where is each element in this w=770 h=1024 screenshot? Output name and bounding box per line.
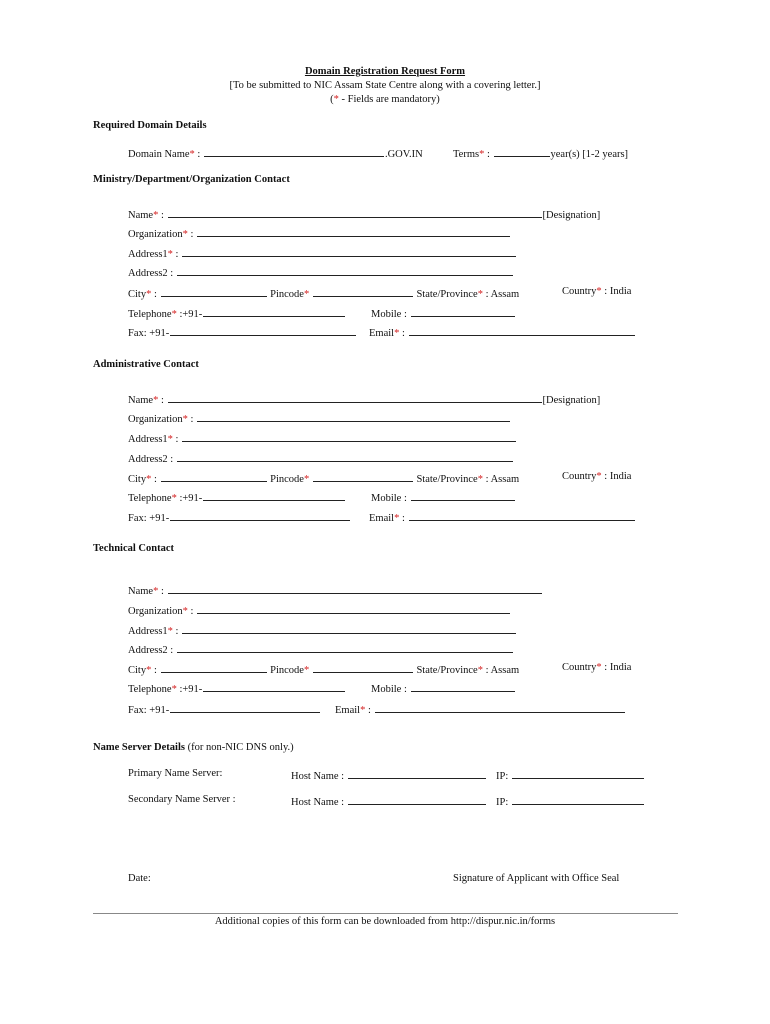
domain-name-field[interactable] [204, 146, 384, 157]
technical-contact-heading: Technical Contact [93, 543, 174, 554]
ministry-telephone-row: Telephone* :+91- [128, 306, 346, 320]
ministry-name-field[interactable] [168, 207, 542, 218]
ministry-contact-heading: Ministry/Department/Organization Contact [93, 174, 290, 185]
technical-fax-field[interactable] [170, 702, 320, 713]
footer-divider [93, 913, 678, 914]
name-server-heading: Name Server Details (for non-NIC DNS only.) [93, 742, 294, 753]
technical-address1-row: Address1* : [128, 623, 517, 637]
ministry-address2-row: Address2 : [128, 265, 514, 279]
secondary-host-row: Host Name : [291, 794, 487, 808]
secondary-name-server-label: Secondary Name Server : [128, 794, 236, 805]
technical-address2-field[interactable] [177, 642, 513, 653]
admin-fax-field[interactable] [170, 510, 350, 521]
admin-telephone-field[interactable] [203, 490, 345, 501]
technical-country-row: Country* : India [562, 662, 632, 673]
ministry-mobile-field[interactable] [411, 306, 515, 317]
technical-organization-field[interactable] [197, 603, 510, 614]
admin-city-row: City* : Pincode* State/Province* : Assam [128, 471, 519, 485]
ministry-fax-row: Fax: +91- [128, 325, 357, 339]
date-label: Date: [128, 873, 151, 884]
admin-name-row: Name* : [Designation] [128, 392, 600, 406]
ministry-email-field[interactable] [409, 325, 635, 336]
admin-address1-field[interactable] [182, 431, 516, 442]
technical-address2-row: Address2 : [128, 642, 514, 656]
footer-note: Additional copies of this form can be downloaded from http://dispur.nic.in/forms [214, 916, 556, 927]
admin-organization-field[interactable] [197, 411, 510, 422]
admin-email-row: Email* : [369, 510, 636, 524]
terms-field[interactable] [494, 146, 550, 157]
admin-address1-row: Address1* : [128, 431, 517, 445]
primary-ip-field[interactable] [512, 768, 644, 779]
admin-name-field[interactable] [168, 392, 542, 403]
admin-email-field[interactable] [409, 510, 635, 521]
terms-row: Terms* : year(s) [1-2 years] [453, 146, 628, 160]
secondary-ip-field[interactable] [512, 794, 644, 805]
technical-email-row: Email* : [335, 702, 626, 716]
primary-host-field[interactable] [348, 768, 486, 779]
form-subtitle: [To be submitted to NIC Assam State Centre along with a covering letter.] [229, 80, 541, 91]
ministry-name-row: Name* : [Designation] [128, 207, 600, 221]
primary-host-row: Host Name : [291, 768, 487, 782]
technical-address1-field[interactable] [182, 623, 516, 634]
admin-city-field[interactable] [161, 471, 267, 482]
admin-organization-row: Organization* : [128, 411, 511, 425]
required-domain-heading: Required Domain Details [93, 120, 207, 131]
ministry-address1-field[interactable] [182, 246, 516, 257]
ministry-address2-field[interactable] [177, 265, 513, 276]
ministry-mobile-row: Mobile : [371, 306, 516, 320]
technical-telephone-field[interactable] [203, 681, 345, 692]
mandatory-note: (* - Fields are mandatory) [330, 94, 440, 105]
technical-name-field[interactable] [168, 583, 542, 594]
admin-mobile-field[interactable] [411, 490, 515, 501]
secondary-ip-row: IP: [496, 794, 645, 808]
technical-fax-row: Fax: +91- [128, 702, 321, 716]
technical-mobile-row: Mobile : [371, 681, 516, 695]
secondary-host-field[interactable] [348, 794, 486, 805]
admin-address2-field[interactable] [177, 451, 513, 462]
admin-address2-row: Address2 : [128, 451, 514, 465]
ministry-pincode-field[interactable] [313, 286, 413, 297]
technical-city-row: City* : Pincode* State/Province* : Assam [128, 662, 519, 676]
ministry-organization-field[interactable] [197, 226, 510, 237]
technical-pincode-field[interactable] [313, 662, 413, 673]
admin-country-row: Country* : India [562, 471, 632, 482]
ministry-fax-field[interactable] [170, 325, 356, 336]
technical-organization-row: Organization* : [128, 603, 511, 617]
domain-name-row: Domain Name* : .GOV.IN [128, 146, 423, 160]
admin-contact-heading: Administrative Contact [93, 359, 199, 370]
signature-label: Signature of Applicant with Office Seal [453, 873, 620, 884]
admin-fax-row: Fax: +91- [128, 510, 351, 524]
technical-mobile-field[interactable] [411, 681, 515, 692]
ministry-city-row: City* : Pincode* State/Province* : Assam [128, 286, 519, 300]
technical-telephone-row: Telephone* :+91- [128, 681, 346, 695]
primary-ip-row: IP: [496, 768, 645, 782]
primary-name-server-label: Primary Name Server: [128, 768, 223, 779]
technical-name-row: Name* : [128, 583, 543, 597]
ministry-city-field[interactable] [161, 286, 267, 297]
admin-telephone-row: Telephone* :+91- [128, 490, 346, 504]
ministry-organization-row: Organization* : [128, 226, 511, 240]
admin-pincode-field[interactable] [313, 471, 413, 482]
ministry-address1-row: Address1* : [128, 246, 517, 260]
form-title: Domain Registration Request Form [304, 66, 466, 77]
technical-city-field[interactable] [161, 662, 267, 673]
ministry-country-row: Country* : India [562, 286, 632, 297]
admin-mobile-row: Mobile : [371, 490, 516, 504]
ministry-telephone-field[interactable] [203, 306, 345, 317]
ministry-email-row: Email* : [369, 325, 636, 339]
technical-email-field[interactable] [375, 702, 625, 713]
